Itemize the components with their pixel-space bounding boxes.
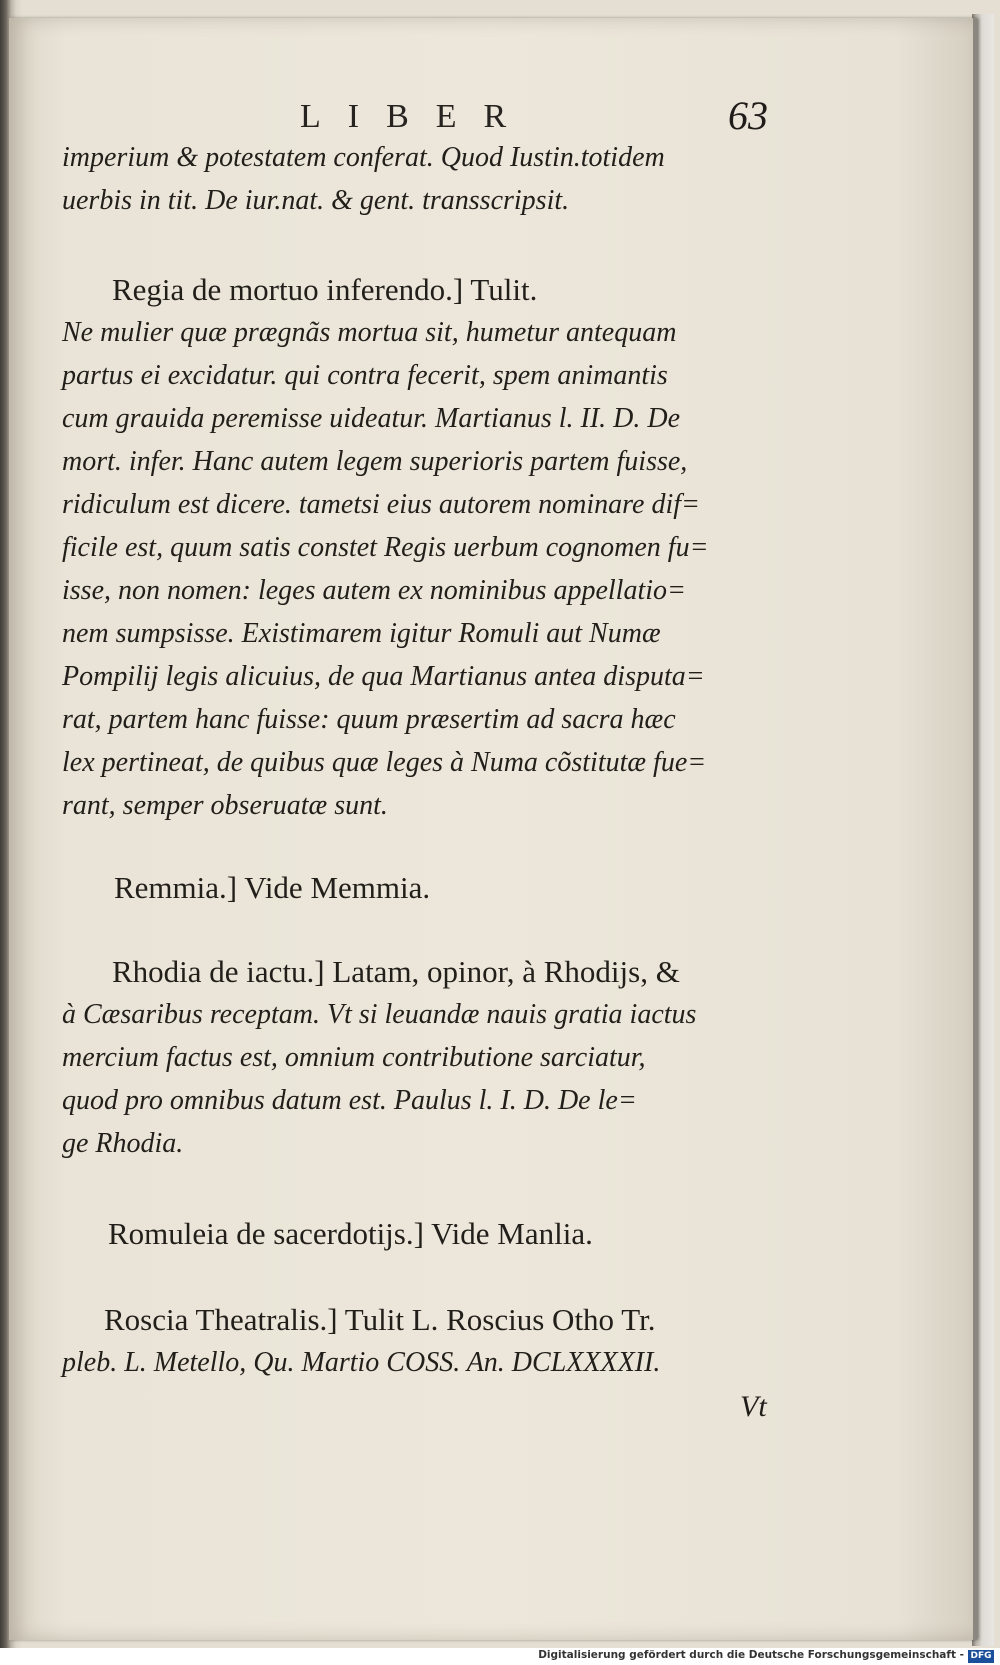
footer-credit: Digitalisierung gefördert durch die Deutsche Forschungsgemeinschaft -: [538, 1649, 964, 1661]
text-line: pleb. L. Metello, Qu. Martio COSS. An. DCLXXXXII.: [62, 1347, 661, 1378]
catchword: Vt: [740, 1390, 767, 1423]
entry-regia: [62, 268, 802, 827]
text-line: nem sumpsisse. Existimarem igitur Romuli aut Numæ: [62, 618, 661, 649]
entry-heading: Regia de mortuo inferendo.] Tulit.: [112, 272, 538, 307]
text-line: partus ei excidatur. qui contra fecerit, spem animantis: [62, 360, 668, 391]
text-line: rant, semper obseruatæ sunt.: [62, 790, 388, 821]
entry-romuleia: [62, 1212, 802, 1255]
text-line: mercium factus est, omnium contributione sarciatur,: [62, 1042, 646, 1073]
text-line: ficile est, quum satis constet Regis uerbum cognomen fu=: [62, 532, 709, 563]
entry-heading: Rhodia de iactu.] Latam, opinor, à Rhodijs, &: [112, 954, 680, 989]
text-line: Pompilij legis alicuius, de qua Martianus antea disputa=: [62, 661, 705, 692]
entry-heading: Roscia Theatralis.] Tulit L. Roscius Otho Tr.: [104, 1302, 656, 1337]
text-line: cum grauida peremisse uideatur. Martianus l. II. D. De: [62, 403, 681, 434]
text-line: ridiculum est dicere. tametsi eius autorem nominare dif=: [62, 489, 700, 520]
book-page: [9, 18, 977, 1640]
text-line: quod pro omnibus datum est. Paulus l. I. D. De le=: [62, 1085, 637, 1116]
entry-remmia: [62, 866, 802, 909]
running-title: LIBER: [300, 98, 534, 135]
text-line: ge Rhodia.: [62, 1128, 184, 1159]
text-line: rat, partem hanc fuisse: quum præsertim ad sacra hæc: [62, 704, 676, 735]
text-line: à Cæsaribus receptam. Vt si leuandæ nauis gratia iactus: [62, 999, 697, 1030]
text-line: mort. infer. Hanc autem legem superioris partem fuisse,: [62, 446, 688, 477]
text-line: imperium & potestatem conferat. Quod Iustin.totidem: [62, 142, 665, 173]
entry-heading: Remmia.] Vide Memmia.: [114, 870, 431, 905]
text-line: Ne mulier quæ prægnãs mortua sit, humetur antequam: [62, 317, 677, 348]
text-line: isse, non nomen: leges autem ex nominibus appellatio=: [62, 575, 686, 606]
text-line: uerbis in tit. De iur.nat. & gent. transscripsit.: [62, 185, 570, 216]
running-head: [0, 92, 1000, 142]
dfg-logo-icon: DFG: [968, 1650, 994, 1663]
page-number: 63: [728, 93, 768, 138]
entry-rhodia: [62, 950, 802, 1165]
entry-roscia: [62, 1298, 802, 1384]
entry-heading: Romuleia de sacerdotijs.] Vide Manlia.: [108, 1216, 593, 1251]
text-line: lex pertineat, de quibus quæ leges à Numa cõstitutæ fue=: [62, 747, 707, 778]
paragraph-continuation: [62, 136, 802, 222]
